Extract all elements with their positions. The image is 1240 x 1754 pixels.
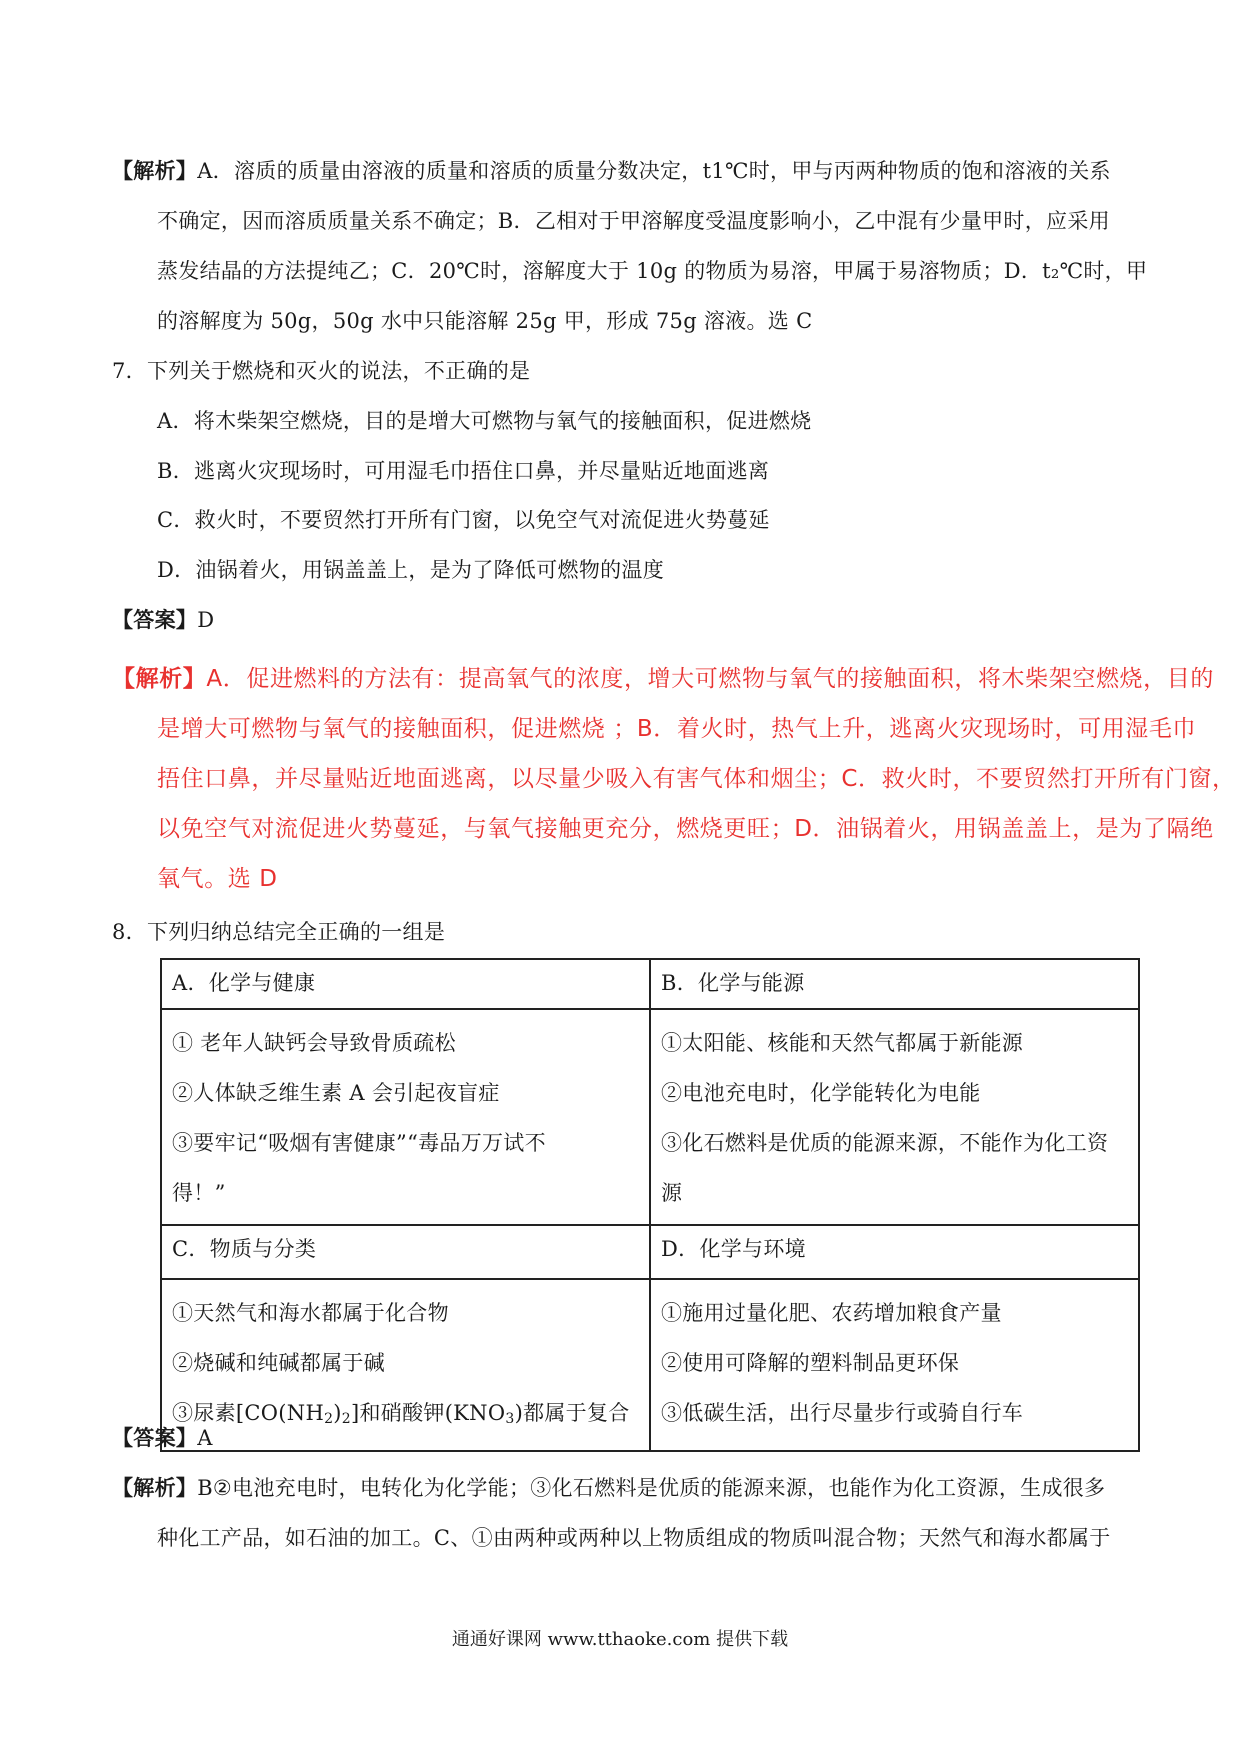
list-item: ②烧碱和纯碱都属于碱 [172,1351,385,1375]
list-item: ①天然气和海水都属于化合物 [172,1301,449,1325]
q7-option-d: D．油锅着火，用锅盖盖上，是为了降低可燃物的温度 [157,558,665,582]
cell-c-head: C．物质与分类 [161,1225,650,1279]
list-item: 得！” [172,1181,226,1205]
q7-analysis-line-5: 氧气。选 D [157,866,278,892]
list-item: 源 [661,1181,683,1205]
answer-value: D [197,608,215,632]
q8-summary-table [160,958,1140,1452]
list-item: ②电池充电时，化学能转化为电能 [661,1081,981,1105]
q7-option-b: B．逃离火灾现场时，可用湿毛巾捂住口鼻，并尽量贴近地面逃离 [157,459,770,483]
list-item: ③尿素$[CO(NH_2)_2]$和硝酸钾$(KNO_3)$都属于复合 [172,1401,630,1427]
cell-d-head: D．化学与环境 [650,1225,1139,1279]
answer-tag: 【答案】 [112,607,198,632]
q7-answer [112,605,214,635]
q8-analysis-line-1: 【解析】B②电池充电时，电转化为化学能；③化石燃料是优质的能源来源，也能作为化工资源，生成很多 [112,1475,1106,1500]
list-item: ②使用可降解的塑料制品更环保 [661,1351,960,1375]
list-item: ①太阳能、核能和天然气都属于新能源 [661,1031,1024,1055]
q7-analysis-line-4: 以免空气对流促进火势蔓延，与氧气接触更充分，燃烧更旺；D．油锅着火，用锅盖盖上，是为了隔绝 [157,816,1214,842]
q7-option-a: A．将木柴架空燃烧，目的是增大可燃物与氧气的接触面积，促进燃烧 [157,409,812,433]
cell-c-items [161,1279,650,1451]
table-row [161,1279,1139,1451]
page-footer: 通通好课网 www.tthaoke.com 提供下载 [451,1629,789,1650]
q8-answer [112,1423,213,1453]
list-item: ②人体缺乏维生素 A 会引起夜盲症 [172,1081,500,1105]
table-row [161,1225,1139,1279]
q7-stem: 7．下列关于燃烧和灭火的说法，不正确的是 [112,359,531,383]
cell-d-items [650,1279,1139,1451]
cell-b-items [650,1009,1139,1225]
cell-a-items [161,1009,650,1225]
prev-analysis-line-2: 不确定，因而溶质质量关系不确定；B．乙相对于甲溶解度受温度影响小，乙中混有少量甲时，应采用 [157,209,1110,233]
table-row [161,959,1139,1009]
prev-analysis-line-4: 的溶解度为 50g，50g 水中只能溶解 25g 甲，形成 75g 溶液。选 C [157,309,813,333]
q8-stem: 8．下列归纳总结完全正确的一组是 [112,920,446,944]
cell-a-head: A．化学与健康 [161,959,650,1009]
answer-tag: 【答案】 [112,1425,198,1450]
list-item: ① 老年人缺钙会导致骨质疏松 [172,1031,456,1055]
cell-b-head: B．化学与能源 [650,959,1139,1009]
list-item: ①施用过量化肥、农药增加粮食产量 [661,1301,1002,1325]
prev-analysis-line-3: 蒸发结晶的方法提纯乙；C．20℃时，溶解度大于 10g 的物质为易溶，甲属于易溶物质；D．t₂℃时，甲 [157,259,1148,283]
list-item: ③低碳生活，出行尽量步行或骑自行车 [661,1401,1024,1425]
analysis-tag: 【解析】 [112,666,207,692]
answer-value: A [197,1426,213,1450]
q7-analysis-line-1: 【解析】A．促进燃料的方法有：提高氧气的浓度，增大可燃物与氧气的接触面积，将木柴架空燃烧，目的 [112,666,1214,692]
q7-option-c: C．救火时，不要贸然打开所有门窗，以免空气对流促进火势蔓延 [157,508,770,532]
list-item: ③化石燃料是优质的能源来源，不能作为化工资 [661,1131,1109,1155]
prev-analysis-line-1: 【解析】A．溶质的质量由溶液的质量和溶质的质量分数决定，t1℃时，甲与丙两种物质的饱和溶液的关系 [112,158,1111,183]
analysis-tag: 【解析】 [112,158,198,183]
q8-analysis-line-2: 种化工产品，如石油的加工。C、①由两种或两种以上物质组成的物质叫混合物；天然气和海水都属于 [157,1526,1111,1550]
list-item: ③要牢记“吸烟有害健康”“毒品万万试不 [172,1131,546,1155]
q7-analysis-line-3: 捂住口鼻，并尽量贴近地面逃离，以尽量少吸入有害气体和烟尘；C．救火时，不要贸然打开所有门窗， [157,766,1236,792]
table-row [161,1009,1139,1225]
q7-analysis-line-2: 是增大可燃物与氧气的接触面积，促进燃烧 ；B．着火时，热气上升，逃离火灾现场时，可用湿毛巾 [157,716,1197,742]
analysis-tag: 【解析】 [112,1475,198,1500]
